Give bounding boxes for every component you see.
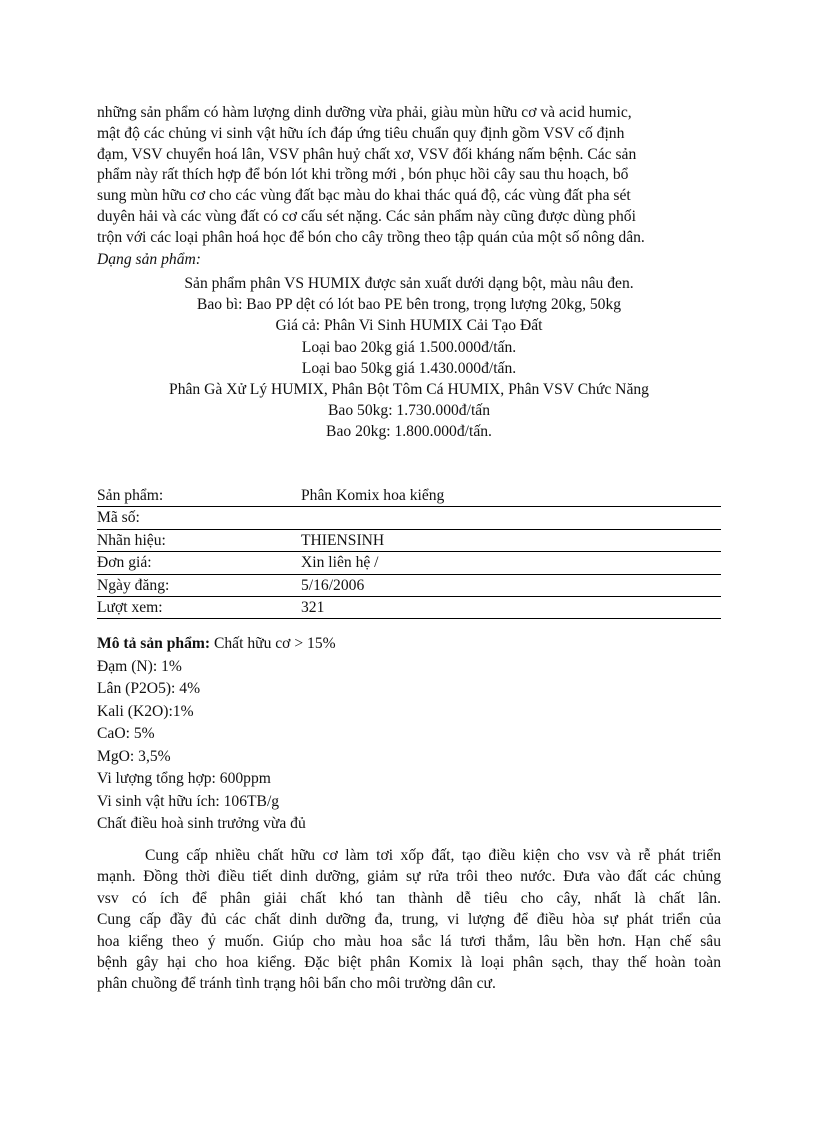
description-item: MgO: 3,5% [97, 747, 171, 765]
description-item: Kali (K2O):1% [97, 702, 194, 720]
product-description [97, 633, 336, 836]
intro-line: những sản phẩm có hàm lượng dinh dưỡng vừa phải, giàu mùn hữu cơ và acid humic, [97, 104, 632, 121]
info-label: Sản phẩm: [97, 487, 164, 504]
description-item: CaO: 5% [97, 725, 155, 742]
table-row [97, 507, 721, 529]
paragraph-line: bệnh gây hại cho hoa kiểng. Đặc biệt phân Komix là loại phân sạch, thay thế hoàn toàn [97, 954, 721, 972]
info-value: 321 [301, 598, 325, 616]
product-form-line: Sản phẩm phân VS HUMIX được sản xuất dưới dạng bột, màu nâu đen. [184, 275, 634, 292]
paragraph-line: Cung cấp đầy đủ các chất dinh dưỡng đa, trung, vi lượng để điều hòa sự phát triển của [97, 911, 721, 929]
table-row [97, 552, 721, 574]
paragraph-line: phân chuồng để tránh tình trạng hôi bẩn cho môi trường dân cư. [97, 975, 496, 993]
intro-line: phẩm này rất thích hợp để bón lót khi trồng mới , bón phục hồi cây sau thu hoạch, bổ [97, 166, 629, 184]
paragraph-line: vsv có ích để phân giải chất khó tan thành dễ tiêu cho cây, nhất là chất lân. [97, 889, 721, 907]
paragraph-line: hoa kiểng theo ý muốn. Giúp cho màu hoa sắc lá tươi thắm, lâu bền hơn. Hạn chế sâu [97, 932, 721, 950]
info-label: Nhãn hiệu: [97, 531, 166, 549]
description-item: Chất điều hoà sinh trưởng vừa đủ [97, 815, 306, 832]
info-label: Đơn giá: [97, 554, 152, 572]
info-value: Phân Komix hoa kiểng [301, 487, 445, 504]
product-form-line: Bao 20kg: 1.800.000đ/tấn. [326, 423, 492, 441]
info-value: 5/16/2006 [301, 576, 365, 594]
product-form-details [97, 273, 721, 443]
product-form-line: Phân Gà Xử Lý HUMIX, Phân Bột Tôm Cá HUMIX, Phân VSV Chức Năng [169, 381, 649, 399]
info-label: Ngày đăng: [97, 576, 170, 594]
intro-line: sung mùn hữu cơ cho các vùng đất bạc màu do khai thác quá độ, các vùng đất pha sét [97, 187, 631, 205]
intro-line: đạm, VSV chuyển hoá lân, VSV phân huỷ chất xơ, VSV đối kháng nấm bệnh. Các sản [97, 145, 637, 163]
product-form-heading: Dạng sản phẩm: [97, 251, 201, 268]
intro-paragraph [97, 103, 721, 249]
intro-line: duyên hải và các vùng đất có cơ cấu sét nặng. Các sản phẩm này cũng được dùng phối [97, 207, 636, 225]
info-label: Lượt xem: [97, 598, 163, 616]
intro-line: mật độ các chủng vi sinh vật hữu ích đáp ứng tiêu chuẩn quy định gồm VSV cố định [97, 124, 625, 142]
intro-line: trộn với các loại phân hoá học để bón cho cây trồng theo tập quán của một số nông dân. [97, 228, 645, 246]
table-row [97, 575, 721, 597]
description-value: Chất hữu cơ > 15% [213, 635, 336, 652]
paragraph-line: Cung cấp nhiều chất hữu cơ làm tơi xốp đất, tạo điều kiện cho vsv và rễ phát triển [145, 847, 721, 864]
product-form-line: Giá cả: Phân Vi Sinh HUMIX Cải Tạo Đất [275, 317, 543, 335]
product-form-line: Bao bì: Bao PP dệt có lót bao PE bên trong, trọng lượng 20kg, 50kg [196, 296, 622, 314]
product-form-line: Loại bao 50kg giá 1.430.000đ/tấn. [301, 359, 517, 377]
info-label: Mã số: [97, 509, 140, 527]
product-info-table [97, 485, 721, 619]
product-form-line: Bao 50kg: 1.730.000đ/tấn [328, 402, 490, 420]
description-item: Đạm (N): 1% [97, 657, 182, 675]
description-item: Lân (P2O5): 4% [97, 680, 201, 697]
table-row [97, 530, 721, 552]
info-value: THIENSINH [301, 531, 385, 549]
table-row [97, 485, 721, 507]
info-value: Xin liên hệ / [301, 554, 379, 572]
description-first-line [97, 633, 336, 656]
description-item: Vi sinh vật hữu ích: 106TB/g [97, 792, 280, 810]
product-form-line: Loại bao 20kg giá 1.500.000đ/tấn. [301, 338, 517, 356]
table-row [97, 597, 721, 619]
paragraph-line: mạnh. Đồng thời điều tiết dinh dưỡng, giảm sự rửa trôi theo nước. Đưa vào đất các chủng [97, 868, 721, 886]
description-label: Mô tả sản phẩm: [97, 635, 211, 652]
benefits-paragraph [97, 845, 721, 995]
description-item: Vi lượng tổng hợp: 600ppm [97, 770, 271, 787]
